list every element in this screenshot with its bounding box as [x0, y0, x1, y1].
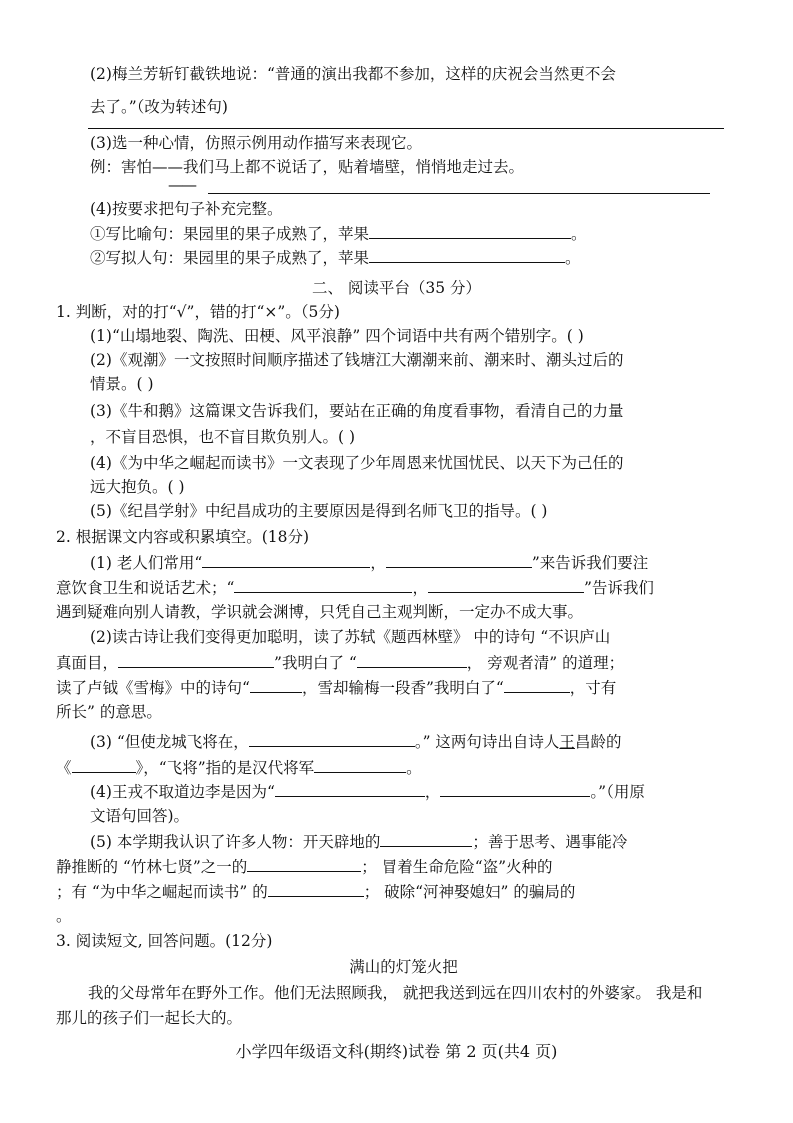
fill-p3-line1: [90, 730, 621, 752]
fill-text: 《: [56, 759, 72, 777]
q2-4-title: (4)按要求把句子补充完整。: [90, 200, 283, 218]
fill-p1-line3: 遇到疑难向别人请教，学识就会渊博，只凭自己主观判断，一定办不成大事。: [56, 603, 584, 621]
fill-text: 。” 这两句诗出自诗人: [414, 733, 560, 751]
q2-4-personification: [90, 246, 581, 268]
judge-item-4b: 远大抱负。( ): [90, 478, 185, 496]
personification-blank[interactable]: [369, 246, 565, 263]
fill-text: ；有 “为中华之崛起而读书” 的: [56, 883, 268, 901]
article-para1a: 我的父母常年在野外工作。他们无法照顾我， 就把我送到远在四川农村的外婆家。 我是和: [88, 984, 703, 1002]
blank[interactable]: [380, 830, 472, 847]
fill-text: 。: [406, 759, 422, 777]
judge-item-3a: (3)《牛和鹅》这篇课文告诉我们，要站在正确的角度看事物，看清自己的力量: [90, 402, 624, 420]
fill-p2-line1: (2)读古诗让我们变得更加聪明，读了苏轼《题西林壁》 中的诗句 “不识庐山: [90, 628, 611, 646]
article-para1b: 那儿的孩子们一起长大的。: [56, 1009, 243, 1027]
blank[interactable]: [118, 651, 274, 668]
section-title: 二、 阅读平台（35 分）: [311, 279, 482, 297]
fill-text: (1) 老人们常用“: [90, 554, 203, 572]
simile-blank[interactable]: [369, 222, 571, 239]
fill-text: ； 破除“河神娶媳妇” 的骗局的: [363, 883, 576, 901]
fill-text: (3) “但使龙城飞将在，: [90, 733, 249, 751]
underlined-char: 王: [559, 733, 575, 751]
period: 。: [565, 249, 581, 267]
blank[interactable]: [428, 576, 584, 593]
fill-p5-line1: [90, 830, 627, 852]
judge-item-1: (1)“山塌地裂、陶洗、田梗、风平浪静” 四个词语中共有两个错别字。( ): [90, 327, 584, 345]
fill-text: ， 旁观者清” 的道理；: [466, 654, 625, 672]
fill-text: ，: [424, 783, 441, 801]
fill-text: (5) 本学期我认识了许多人物：开天辟地的: [90, 833, 381, 851]
blank[interactable]: [504, 676, 570, 693]
fill-text: 。”（用原: [590, 783, 645, 801]
judge-item-5: (5)《纪昌学射》中纪昌成功的主要原因是得到名师飞卫的指导。( ): [90, 502, 548, 520]
blank[interactable]: [72, 756, 136, 773]
q2-4-simile-text: ①写比喻句：果园里的果子成熟了，苹果: [90, 225, 370, 243]
fill-text: ； 冒着生命危险“盗”火种的: [361, 858, 553, 876]
fill-p2-line3: [56, 676, 616, 698]
reading-title: 3. 阅读短文, 回答问题。(12分): [56, 932, 273, 950]
fill-text: 真面目，: [56, 654, 119, 672]
article-title: 满山的灯笼火把: [349, 958, 458, 976]
judge-item-3b: ，不盲目恐惧，也不盲目欺负别人。( ): [90, 428, 356, 446]
fill-text: 意饮食卫生和说话艺术；“: [56, 579, 235, 597]
q2-2-line2: 去了。”（改为转述句): [90, 98, 228, 116]
fill-text: 昌龄的: [574, 733, 622, 751]
fill-text: ，雪却输梅一段香”我明白了“: [301, 679, 504, 697]
fill-title: 2. 根据课文内容或积累填空。(18分): [56, 528, 310, 546]
fill-p4-line1: [90, 780, 645, 802]
q2-3-example: 例：害怕——我们马上都不说话了，贴着墙壁，悄悄地走过去。: [90, 158, 525, 176]
blank[interactable]: [234, 576, 412, 593]
answer-line[interactable]: [208, 193, 710, 194]
fill-p5-line4: 。: [56, 907, 72, 925]
q2-3-dash: ——: [168, 176, 195, 194]
blank[interactable]: [357, 651, 467, 668]
fill-text: ，寸有: [569, 679, 617, 697]
blank[interactable]: [314, 756, 406, 773]
blank[interactable]: [275, 780, 425, 797]
fill-p2-line2: [56, 651, 624, 673]
blank[interactable]: [202, 551, 370, 568]
q2-4-simile: [90, 222, 587, 244]
fill-p3-line2: [56, 756, 422, 778]
fill-text: ；善于思考、遇事能冷: [472, 833, 628, 851]
blank[interactable]: [247, 855, 361, 872]
blank[interactable]: [268, 880, 364, 897]
fill-p5-line2: [56, 855, 553, 877]
fill-text: 》，“飞将”指的是汉代将军: [135, 759, 315, 777]
fill-text: ”我明白了 “: [274, 654, 357, 672]
q2-4-personification-text: ②写拟人句：果园里的果子成熟了，苹果: [90, 249, 370, 267]
blank[interactable]: [386, 551, 532, 568]
fill-text: ”告诉我们: [583, 579, 654, 597]
judge-title: 1. 判断，对的打“√”，错的打“×”。（5分): [56, 303, 340, 321]
fill-text: ，: [412, 579, 428, 597]
period: 。: [571, 225, 587, 243]
blank[interactable]: [440, 780, 590, 797]
blank[interactable]: [249, 730, 415, 747]
q2-2-line1: (2)梅兰芳斩钉截铁地说：“普通的演出我都不参加，这样的庆祝会当然更不会: [90, 65, 616, 83]
blank[interactable]: [250, 676, 302, 693]
q2-3-line1: (3)选一种心情，仿照示例用动作描写来表现它。: [90, 134, 422, 152]
fill-p2-line4: 所长” 的意思。: [56, 703, 162, 721]
fill-text: 静推断的 “竹林七贤”之一的: [56, 858, 248, 876]
judge-item-2b: 情景。( ): [90, 375, 154, 393]
fill-p5-line3: [56, 880, 575, 902]
answer-line[interactable]: [88, 128, 724, 129]
fill-text: (4)王戎不取道边李是因为“: [90, 783, 275, 801]
fill-text: 读了卢钺《雪梅》中的诗句“: [56, 679, 250, 697]
fill-p1-line1: [90, 551, 648, 573]
judge-item-2a: (2)《观潮》一文按照时间顺序描述了钱塘江大潮潮来前、潮来时、潮头过后的: [90, 351, 624, 369]
fill-p4-line2: 文语句回答)。: [90, 807, 190, 825]
fill-text: ”来告诉我们要注: [531, 554, 649, 572]
judge-item-4a: (4)《为中华之崛起而读书》一文表现了少年周恩来忧国忧民、以天下为己任的: [90, 454, 624, 472]
page-footer: 小学四年级语文科(期终)试卷 第 2 页(共4 页): [235, 1042, 558, 1061]
fill-p1-line2: [56, 576, 654, 598]
fill-text: ，: [370, 554, 386, 572]
